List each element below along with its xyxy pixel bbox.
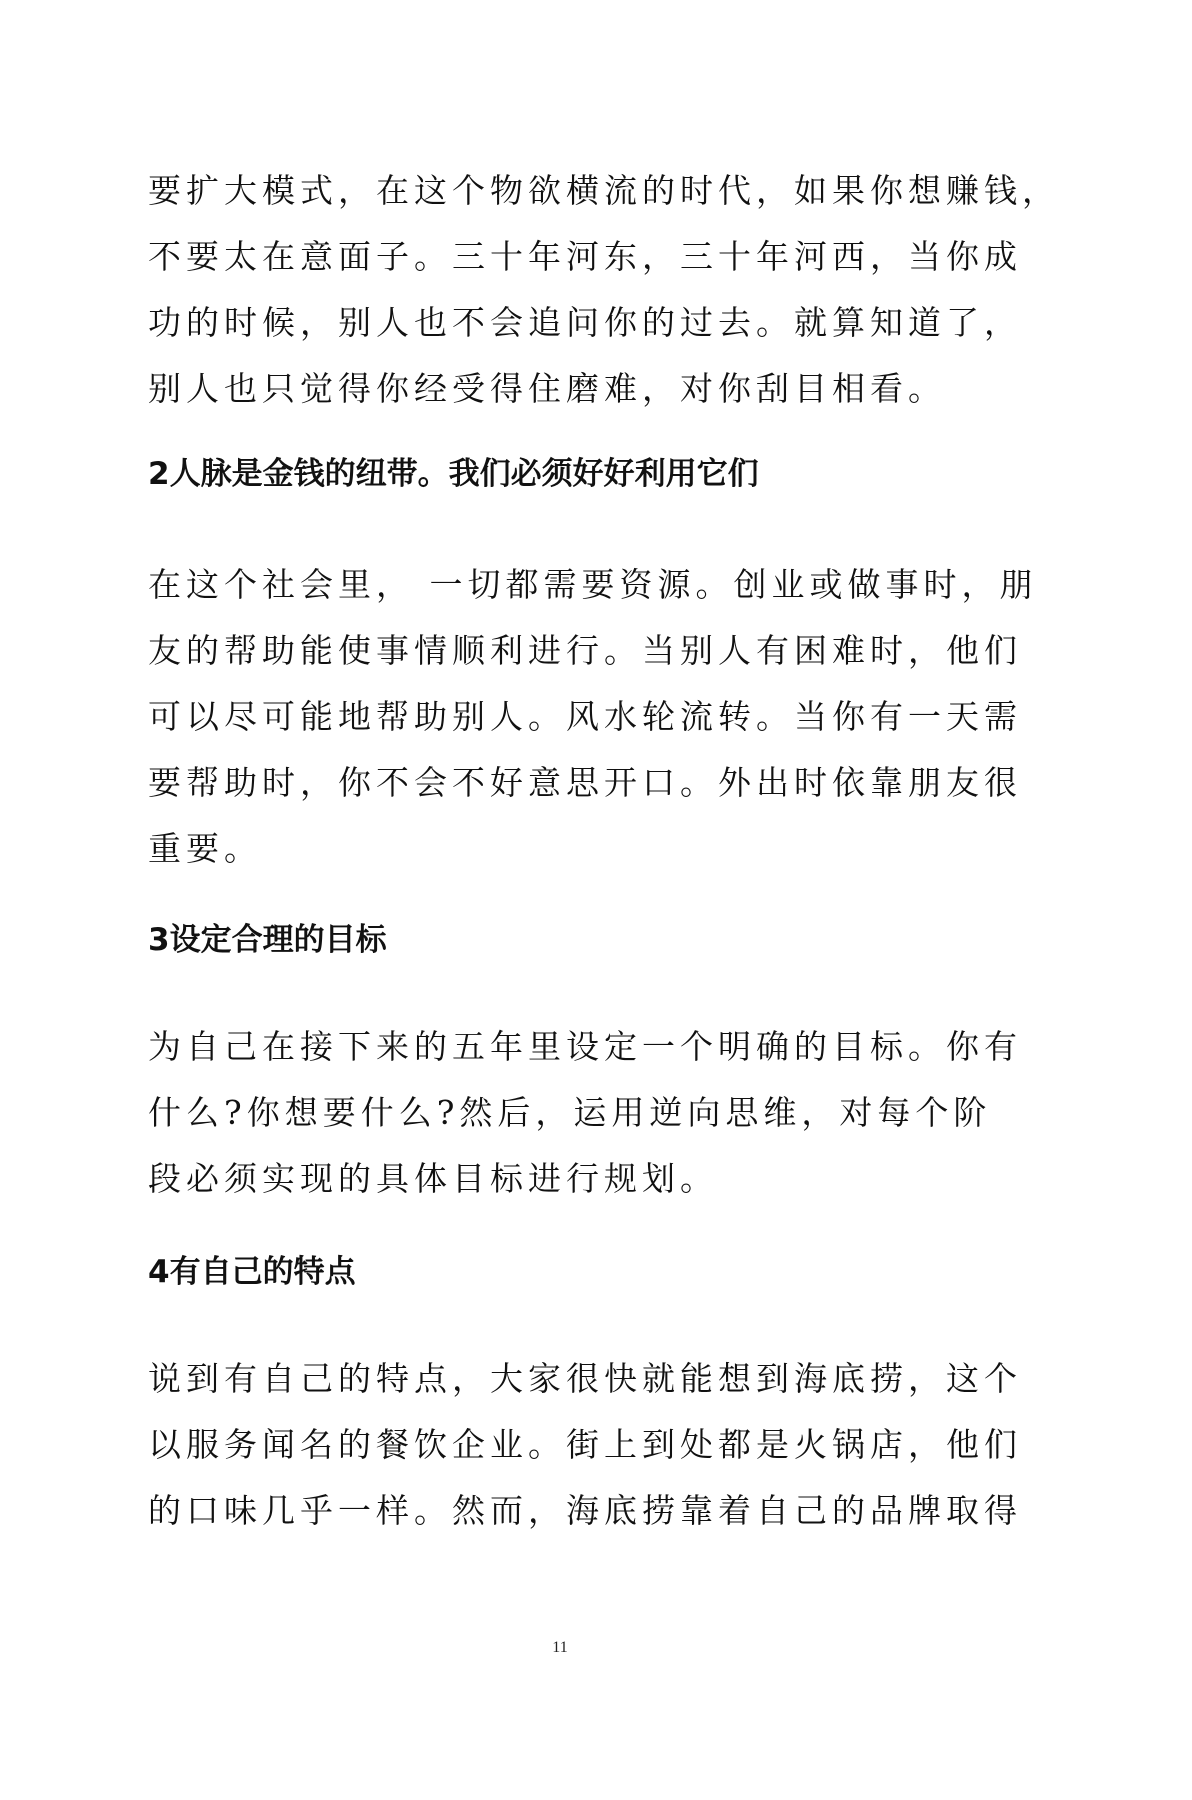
paragraph-line: 重要。	[148, 829, 262, 868]
page-number: 11	[552, 1639, 568, 1656]
section-heading-4: 4有自己的特点	[148, 1254, 356, 1290]
paragraph-line: 别人也只觉得你经受得住磨难，对你刮目相看。	[148, 369, 946, 408]
paragraph-line: 要扩大模式，在这个物欲横流的时代，如果你想赚钱，	[148, 171, 1060, 210]
section-heading-3: 3设定合理的目标	[148, 922, 387, 958]
paragraph-line: 以服务闻名的餐饮企业。街上到处都是火锅店，他们	[148, 1425, 1022, 1464]
paragraph-line: 在这个社会里， 一切都需要资源。创业或做事时，朋	[148, 565, 1038, 604]
paragraph-3	[148, 1014, 1048, 1212]
paragraph-4	[148, 1346, 1048, 1544]
paragraph-line: 不要太在意面子。三十年河东，三十年河西，当你成	[148, 237, 1022, 276]
paragraph-line: 为自己在接下来的五年里设定一个明确的目标。你有	[148, 1027, 1022, 1066]
paragraph-1	[148, 158, 1060, 422]
section-heading-2: 2人脉是金钱的纽带。我们必须好好利用它们	[148, 456, 759, 492]
paragraph-line: 段必须实现的具体目标进行规划。	[148, 1159, 718, 1198]
paragraph-line: 的口味几乎一样。然而，海底捞靠着自己的品牌取得	[148, 1491, 1022, 1530]
paragraph-line: 功的时候，别人也不会追问你的过去。就算知道了，	[148, 303, 1022, 342]
paragraph-line: 要帮助时，你不会不好意思开口。外出时依靠朋友很	[148, 763, 1022, 802]
paragraph-line: 什么?你想要什么?然后，运用逆向思维，对每个阶	[148, 1093, 992, 1132]
paragraph-2	[148, 552, 1048, 882]
paragraph-line: 可以尽可能地帮助别人。风水轮流转。当你有一天需	[148, 697, 1022, 736]
paragraph-line: 友的帮助能使事情顺利进行。当别人有困难时，他们	[148, 631, 1022, 670]
paragraph-line: 说到有自己的特点，大家很快就能想到海底捞，这个	[148, 1359, 1022, 1398]
